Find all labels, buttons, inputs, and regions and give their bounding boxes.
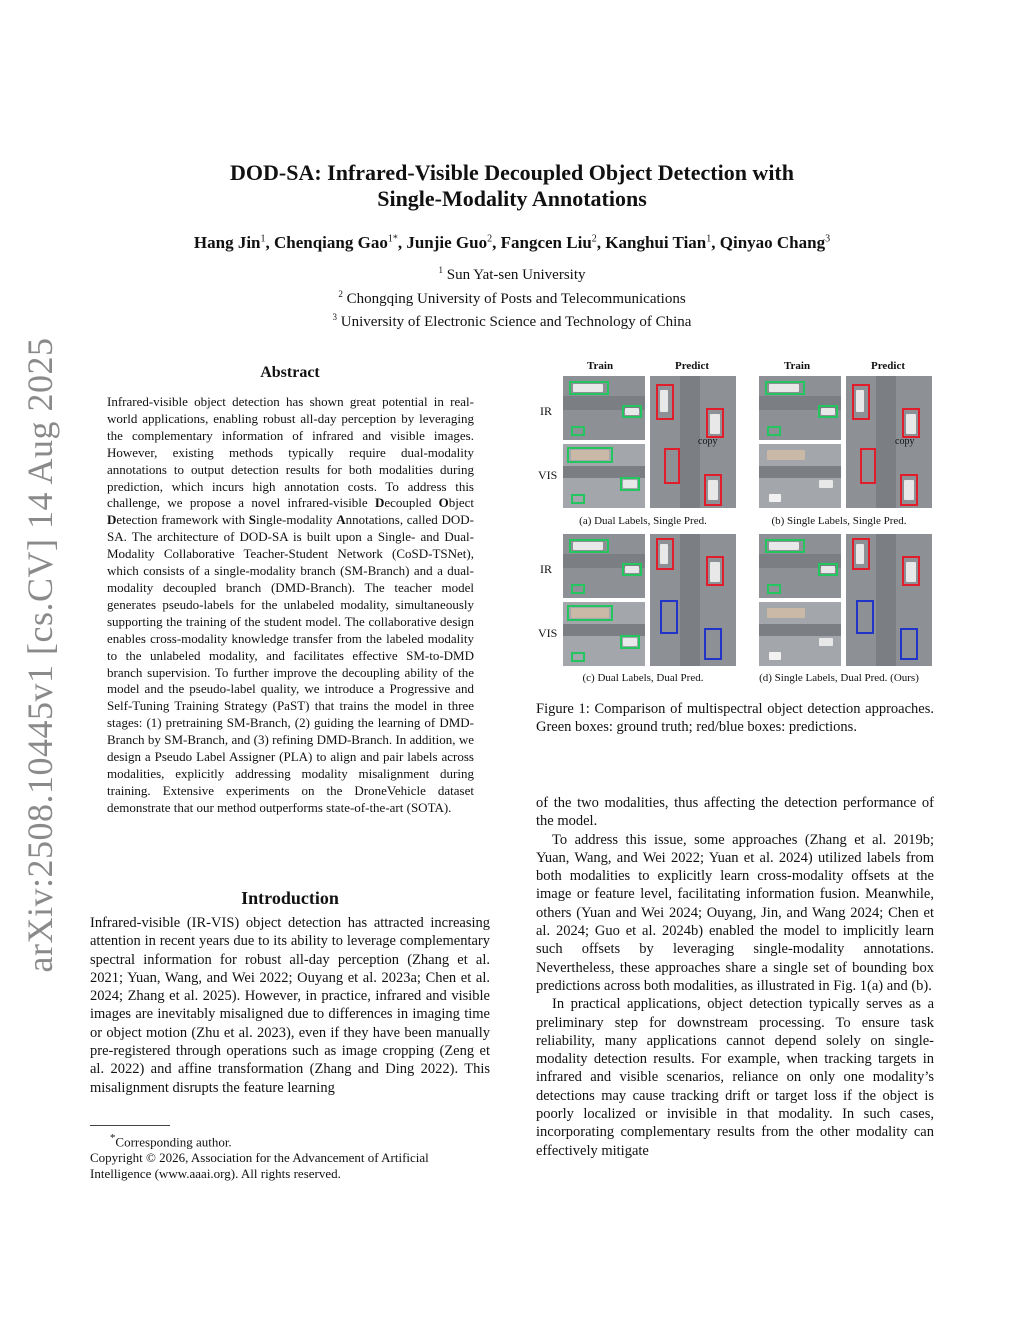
copyright-notice: Copyright © 2026, Association for the Advancement of Artificial Intelligence (www.aaai.org). All rights reserved. — [90, 1150, 429, 1182]
row-label-ir: IR — [540, 404, 552, 418]
panel-d-predict — [846, 534, 932, 666]
author-affil-sup: 1* — [387, 233, 398, 245]
abstract-body — [107, 394, 474, 817]
introduction-heading: Introduction — [241, 888, 339, 908]
affiliation — [0, 308, 1024, 332]
paragraph: To address this issue, some approaches (Zhang et al. 2019b; Yuan, Wang, and Wei 2022; Yuan et al. 2024) utilized labels from both modalities to explicitly learn cross-modality offsets at the image or feature level, facilitating information fusion. Meanwhile, others (Yuan and Wei 2024; Ouyang, Jin, and Wang 2024; Chen et al. 2024; Guo et al. 2024b) enabled the model to implicitly learn such offsets by leveraging single-modality annotations. Nevertheless, these approaches share a single set of bounding box predictions across both modalities, as illustrated in Fig. 1(a) and (b). — [536, 831, 934, 994]
title-line-2: Single-Modality Annotations — [377, 186, 647, 211]
author-affil-sup: 2 — [591, 233, 597, 245]
panel-d-train-vis — [759, 602, 841, 666]
affiliation-name: University of Electronic Science and Technology of China — [340, 314, 692, 330]
abstract-emph: O — [438, 495, 449, 511]
abstract-text: Infrared-visible object detection has shown great potential in real-world applications, enabling robust all-day perception by leveraging the complementary information of infrared and visible images. However, existing methods typically require dual-modality annotations to output detection results for both modalities during prediction, which incurs high annotation costs. To address this challenge, we propose a novel infrared-visible — [107, 394, 474, 511]
figure-1-caption: Figure 1: Comparison of multispectral object detection approaches. Green boxes: ground truth; red/blue boxes: predictions. — [536, 701, 934, 736]
panel-a-train-ir — [563, 376, 645, 440]
abstract-heading: Abstract — [260, 364, 320, 381]
affiliation-name: Sun Yat-sen University — [446, 267, 586, 283]
subfigure-a-label: (a) Dual Labels, Single Pred. — [579, 515, 707, 527]
affiliation — [0, 261, 1024, 285]
corresponding-author-note — [90, 1130, 490, 1150]
author-name: Chenqiang Gao — [274, 233, 388, 252]
panel-a-predict — [650, 376, 736, 508]
abstract-emph: S — [248, 512, 257, 528]
abstract-text: bject — [448, 495, 475, 511]
abstract-text: ingle-modality — [256, 512, 337, 528]
affiliation-sup: 2 — [338, 288, 343, 299]
footnote — [90, 1130, 490, 1182]
affiliation — [0, 285, 1024, 309]
row-label-ir: IR — [540, 562, 552, 576]
author-affil-sup: 3 — [825, 233, 831, 245]
author-name: Hang Jin — [193, 233, 261, 252]
right-column-body — [536, 794, 934, 1160]
paragraph: of the two modalities, thus affecting the detection performance of the model. — [536, 795, 934, 830]
paper-title — [0, 160, 1024, 212]
subfigure-b-label: (b) Single Labels, Single Pred. — [771, 515, 907, 527]
footnote-divider — [90, 1125, 170, 1126]
panel-a-train-vis — [563, 444, 645, 508]
col-header-predict: Predict — [871, 360, 906, 372]
row-label-vis: VIS — [538, 626, 558, 640]
subfigure-d-label: (d) Single Labels, Dual Pred. (Ours) — [759, 672, 919, 684]
affiliation-sup: 1 — [438, 265, 443, 275]
abstract-emph: D — [375, 495, 385, 511]
abstract-emph: D — [107, 512, 117, 528]
panel-c-train-ir — [563, 534, 645, 598]
abstract-text: ecoupled — [384, 495, 439, 511]
copy-label: copy — [698, 436, 718, 447]
footnote-text: Corresponding author. — [115, 1134, 232, 1150]
author-affil-sup: 1 — [706, 233, 712, 245]
arxiv-identifier: arXiv:2508.10445v1 [cs.CV] 14 Aug 2025 — [20, 337, 60, 973]
author-name: Kanghui Tian — [605, 233, 707, 252]
abstract-text: etection framework with — [116, 512, 249, 528]
title-line-1: DOD-SA: Infrared-Visible Decoupled Object Detection with — [230, 160, 794, 185]
author-name: Qinyao Chang — [719, 233, 826, 252]
author-name: Fangcen Liu — [500, 233, 592, 252]
panel-b-train-vis — [759, 444, 841, 508]
panel-d-train-ir — [759, 534, 841, 598]
figure-1 — [538, 356, 936, 688]
abstract-text: nnotations, called DOD-SA. The architecture of DOD-SA is built upon a Single- and Dual-Modality Collaborative Teacher-Student Network (CoSD-TSNet), which consists of a single-modality branch (SM-Branch) and a dual-modality decoupled branch (DMD-Branch). The teacher model generates pseudo-labels for the unlabeled modality, simultaneously supporting the training of the student model. The collaborative design enables cross-modality knowledge transfer from the labeled modality to the unlabeled modality, and facilitates effective SM-to-DMD branch supervision. To further improve the decoupling ability of the model and the pseudo-label quality, we introduce a Progressive and Self-Tuning Training Strategy (PaST) that trains the model in three stages: (1) pretraining SM-Branch, (2) guiding the learning of DMD-Branch by SM-Branch, and (3) refining DMD-Branch. In addition, we design a Pseudo Label Assigner (PLA) to align and pair labels across modalities, explicitly addressing modality misalignment during training. Extensive experiments on the DroneVehicle dataset demonstrate that our method outperforms state-of-the-art (SOTA). — [107, 512, 474, 815]
panel-c-train-vis — [563, 602, 645, 666]
panel-b-predict — [846, 376, 932, 508]
col-header-train: Train — [587, 360, 614, 372]
introduction-body: Infrared-visible (IR-VIS) object detection has attracted increasing attention in recent years due to its ability to leverage complementary spectral information for robust all-day perception (Zhang et al. 2021; Yuan, Wang, and Wei 2022; Ouyang et al. 2023a; Chen et al. 2024; Zhang et al. 2025). However, in practice, infrared and visible images are inevitably misaligned due to differences in imaging time or object motion (Zhu et al. 2023), even if they have been manually pre-registered through operations such as image cropping (Zeng et al. 2022) and affine transformation (Zhang and Ding 2022). This misalignment disrupts the feature learning — [90, 915, 490, 1096]
author-affil-sup: 1 — [260, 233, 266, 245]
subfigure-c-label: (c) Dual Labels, Dual Pred. — [582, 672, 704, 684]
paragraph: In practical applications, object detection typically serves as a preliminary step for downstream processing. To ensure task reliability, many applications cannot depend solely on single-modality detection results. For example, when tracking targets in infrared and visible scenarios, reliance on only one modality’s detections may cause tracking drift or target loss if the object is poorly localized or invisible in that modality. In such cases, incorporating complementary results from the other modality can effectively mitigate — [536, 996, 934, 1159]
row-label-vis: VIS — [538, 468, 558, 482]
footnote-star: * — [110, 1132, 116, 1144]
author-affil-sup: 2 — [487, 233, 493, 245]
panel-c-predict — [650, 534, 736, 666]
abstract-emph: A — [336, 512, 346, 528]
affiliation-list — [0, 261, 1024, 332]
author-list: Hang Jin$^1$, Chenqiang Gao$^{1*}$, Junjie Guo$^2$, Fangcen Liu$^2$, Kanghui Tian$^1$, Qinyao Chang$^3$ — [193, 233, 831, 252]
panel-b-train-ir — [759, 376, 841, 440]
copy-label: copy — [895, 436, 915, 447]
affiliation-sup: 3 — [332, 312, 338, 322]
author-name: Junjie Guo — [406, 233, 488, 252]
col-header-train: Train — [784, 360, 811, 372]
col-header-predict: Predict — [675, 360, 710, 372]
affiliation-name: Chongqing University of Posts and Telecommunications — [346, 290, 686, 307]
